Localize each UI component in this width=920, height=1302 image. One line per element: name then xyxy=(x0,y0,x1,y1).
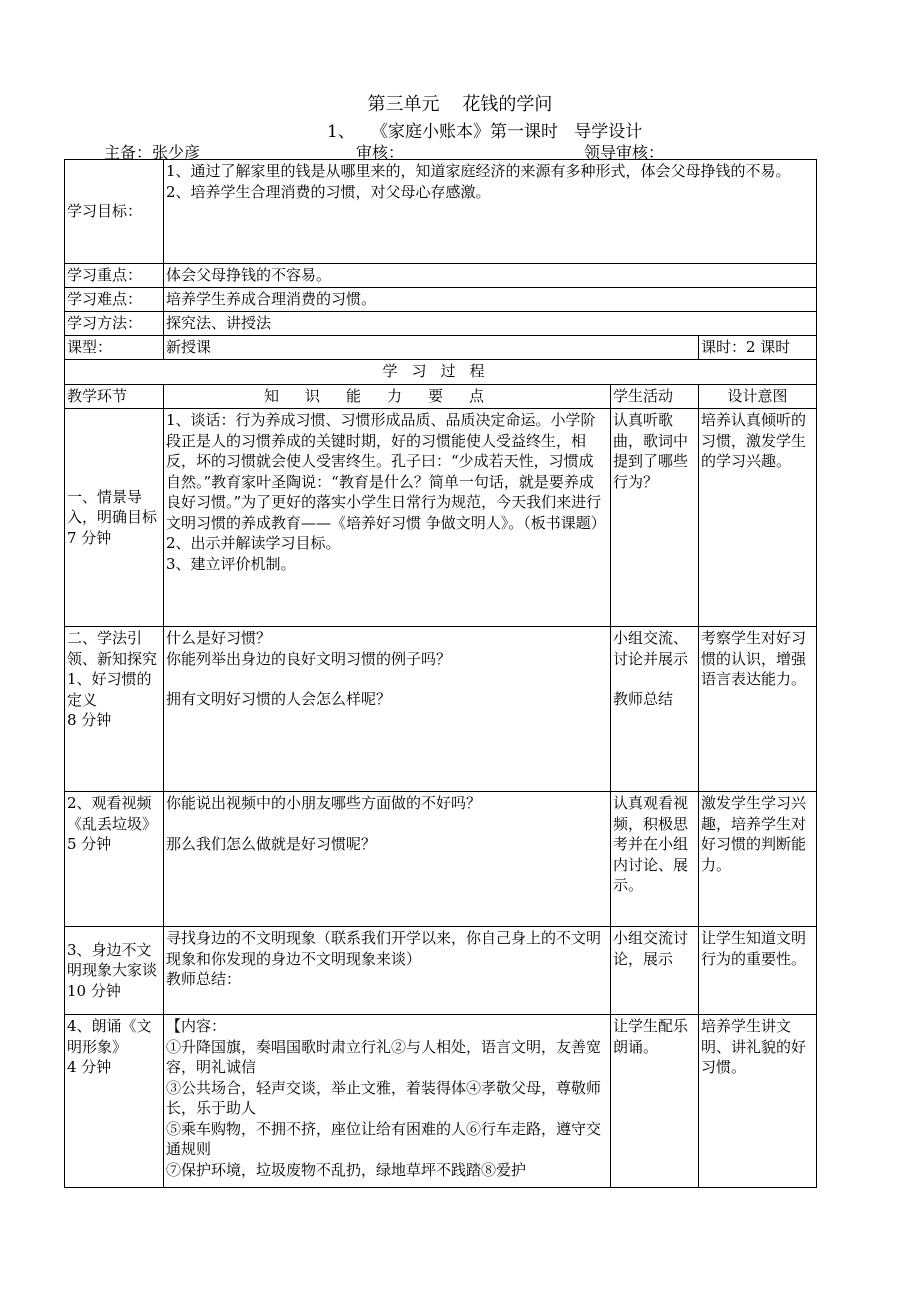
content-line: ③公共场合，轻声交谈，举止文雅，着装得体④孝敬父母，尊敬师长，乐于助人 xyxy=(166,1078,602,1117)
goal-2: 2、培养学生合理消费的习惯，对父母心存感激。 xyxy=(166,182,491,201)
stage-line: 1、好习惯的定义 xyxy=(67,670,152,709)
content-line: 拥有文明好习惯的人会怎么样呢？ xyxy=(166,690,392,708)
focus-label: 学习重点： xyxy=(65,264,164,288)
lead-preparer: 主备：张少彦 xyxy=(104,143,201,162)
content-line: 寻找身边的不文明现象（联系我们开学以来，你自己身上的不文明现象和你发现的身边不文明现象来谈） xyxy=(166,929,602,968)
focus-value: 体会父母挣钱的不容易。 xyxy=(164,264,817,288)
goal-label: 学习目标： xyxy=(65,160,164,264)
activity-cell: 认真观看视频，积极思考并在小组内讨论、展示。 xyxy=(611,792,699,927)
table-header-row xyxy=(65,385,817,409)
activity-cell: 认真听歌曲，歌词中提到了哪些行为？ xyxy=(611,409,699,627)
process-heading: 学习过程 xyxy=(65,360,817,385)
method-label: 学习方法： xyxy=(65,312,164,336)
content-line: 那么我们怎么做就是好习惯呢？ xyxy=(166,834,377,853)
table-row xyxy=(65,312,817,336)
table-row xyxy=(65,360,817,385)
page-title xyxy=(0,90,920,116)
title-unit: 第三单元 xyxy=(367,94,440,115)
content-line: ⑤乘车购物，不拥不挤，座位让给有困难的人⑥行车走路，遵守交通规则 xyxy=(166,1119,602,1158)
type-value: 新授课 xyxy=(164,336,699,360)
content-cell xyxy=(164,927,611,1015)
content-line: 你能列举出身边的良好文明习惯的例子吗？ xyxy=(166,649,452,668)
stage-line: 8 分钟 xyxy=(67,711,112,729)
lesson-plan-table xyxy=(64,159,817,1188)
intent-cell: 让学生知道文明行为的重要性。 xyxy=(699,927,817,1015)
col-activity: 学生活动 xyxy=(611,385,699,409)
content-line: 什么是好习惯？ xyxy=(166,629,272,647)
content-line: 【内容： xyxy=(166,1017,227,1035)
content-line: 3、建立评价机制。 xyxy=(166,554,296,573)
content-line: 2、出示并解读学习目标。 xyxy=(166,534,341,552)
stage-line: 4 分钟 xyxy=(67,1058,112,1076)
activity-cell: 让学生配乐朗诵。 xyxy=(611,1015,699,1188)
activity-cell xyxy=(611,627,699,792)
table-row xyxy=(65,627,817,792)
type-label: 课型： xyxy=(65,336,164,360)
method-value: 探究法、讲授法 xyxy=(164,312,817,336)
intent-cell: 激发学生学习兴趣，培养学生对好习惯的判断能力。 xyxy=(699,792,817,927)
stage-cell: 一、情景导入，明确目标 7 分钟 xyxy=(65,409,164,627)
stage-line: 二、学法引领、新知探究 xyxy=(67,629,158,668)
table-row xyxy=(65,409,817,627)
content-cell xyxy=(164,792,611,927)
content-line: ⑦保护环境，垃圾废物不乱扔，绿地草坪不践踏⑧爱护 xyxy=(166,1160,527,1179)
table-row xyxy=(65,336,817,360)
table-row xyxy=(65,1015,817,1188)
review-label: 审核： xyxy=(356,143,405,162)
difficulty-label: 学习难点： xyxy=(65,288,164,312)
stage-line: 2、观看视频《乱丢垃圾》 xyxy=(67,794,158,833)
col-intent: 设计意图 xyxy=(699,385,817,409)
title-topic: 花钱的学问 xyxy=(462,94,553,115)
col-stage: 教学环节 xyxy=(65,385,164,409)
activity-line: 教师总结 xyxy=(613,690,674,708)
stage-cell: 3、身边不文明现象大家谈 10 分钟 xyxy=(65,927,164,1015)
content-line: 教师总结： xyxy=(166,970,242,988)
intent-cell: 考察学生对好习惯的认识，增强语言表达能力。 xyxy=(699,627,817,792)
activity-line: 小组交流、讨论并展示 xyxy=(613,629,689,668)
activity-cell: 小组交流讨论，展示 xyxy=(611,927,699,1015)
stage-cell xyxy=(65,627,164,792)
lesson-subtitle xyxy=(327,117,642,142)
content-cell xyxy=(164,1015,611,1188)
goal-1: 1、通过了解家里的钱是从哪里来的，知道家庭经济的来源有多种形式，体会父母挣钱的不易。 xyxy=(166,162,791,180)
stage-line: 4、朗诵《文明形象》 xyxy=(67,1017,152,1056)
goal-cell xyxy=(164,160,817,264)
stage-cell xyxy=(65,792,164,927)
content-line: 你能说出视频中的小朋友哪些方面做的不好吗？ xyxy=(166,794,482,812)
subtitle-num: 1、 xyxy=(327,122,355,142)
table-row xyxy=(65,288,817,312)
content-cell xyxy=(164,627,611,792)
table-row xyxy=(65,927,817,1015)
col-knowledge: 知识能力要点 xyxy=(164,385,611,409)
subtitle-doc: 导学设计 xyxy=(574,122,643,142)
stage-cell xyxy=(65,1015,164,1188)
table-row xyxy=(65,160,817,264)
intent-cell: 培养认真倾听的习惯，激发学生的学习兴趣。 xyxy=(699,409,817,627)
stage-line: 5 分钟 xyxy=(67,835,112,853)
content-line: 1、谈话：行为养成习惯、习惯形成品质、品质决定命运。小学阶段正是人的习惯养成的关键时期，好的习惯能使人受益终生，相反，坏的习惯就会使人受害终生。孔子曰：“少成若天性，习惯成自然。”教育家叶圣陶说：“教育是什么？简单一句话，就是要养成良好习惯。”为了更好的落实小学生日常行为规范，今天我们来进行文明习惯的养成教育——《培养好习惯 争做文明人》。（板书课题） xyxy=(166,411,606,532)
intent-cell: 培养学生讲文明、讲礼貌的好习惯。 xyxy=(699,1015,817,1188)
content-cell xyxy=(164,409,611,627)
table-row xyxy=(65,264,817,288)
hours-value: 课时：2 课时 xyxy=(699,336,817,360)
difficulty-value: 培养学生养成合理消费的习惯。 xyxy=(164,288,817,312)
table-row xyxy=(65,792,817,927)
content-line: ①升降国旗，奏唱国歌时肃立行礼②与人相处，语言文明，友善宽容，明礼诚信 xyxy=(166,1037,602,1076)
subtitle-lesson: 《家庭小账本》第一课时 xyxy=(371,122,559,142)
leader-review-label: 领导审核： xyxy=(584,143,665,162)
